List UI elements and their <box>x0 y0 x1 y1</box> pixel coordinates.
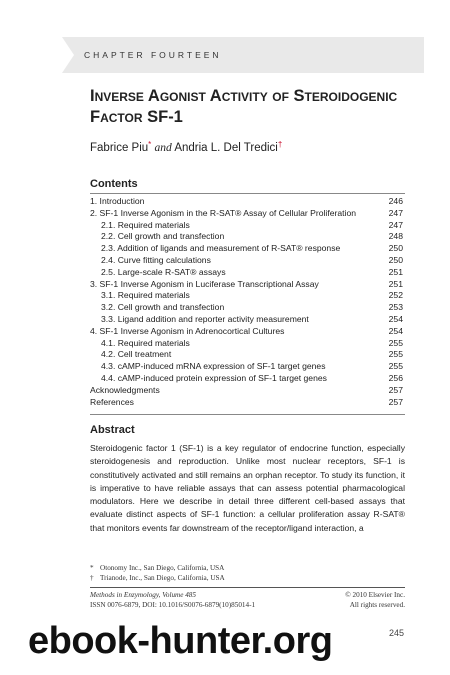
toc-title: 2.1. Required materials <box>101 219 190 230</box>
toc-row <box>90 361 403 373</box>
toc-title: 4.2. Cell treatment <box>101 349 172 360</box>
toc-title: 2. SF-1 Inverse Agonism in the R-SAT® Assay of Cellular Proliferation <box>90 207 357 218</box>
toc-title: 3.1. Required materials <box>101 290 190 301</box>
footnote <box>90 573 405 583</box>
toc-page: 254 <box>388 325 403 336</box>
toc-row <box>90 314 403 326</box>
footer-rule <box>90 587 405 588</box>
toc-title: 4.4. cAMP-induced protein expression of SF-1 target genes <box>101 372 327 383</box>
chapter-title: Inverse Agonist Activity of Steroidogenic Factor SF-1 <box>90 87 398 126</box>
toc-title: 4.1. Required materials <box>101 337 190 348</box>
toc-page: 247 <box>388 219 403 230</box>
author-1-mark: * <box>148 140 152 149</box>
toc-title: 4. SF-1 Inverse Agonism in Adrenocortical Cultures <box>90 325 285 336</box>
toc-page: 251 <box>388 278 403 289</box>
toc-page: 250 <box>388 254 403 265</box>
chapter-arrow-notch <box>62 37 74 73</box>
contents-bottom-rule <box>90 414 405 415</box>
toc-row <box>90 338 403 350</box>
toc-row <box>90 290 403 302</box>
journal-info <box>90 590 405 610</box>
footnote <box>90 563 405 573</box>
toc-page: 254 <box>388 313 403 324</box>
toc-title: 4.3. cAMP-induced mRNA expression of SF-1 target genes <box>101 361 326 372</box>
watermark-text: ebook-hunter.org <box>28 620 333 662</box>
toc-title: 2.4. Curve fitting calculations <box>101 254 211 265</box>
footnote-text: Trianode, Inc., San Diego, California, USA <box>100 574 225 582</box>
journal-series: Methods in Enzymology, Volume 485 <box>90 591 196 599</box>
abstract-text: Steroidogenic factor 1 (SF-1) is a key regulator of endocrine function, especially steroidogenesis and reproduction. Unlike most nuclear receptors, SF-1 is constitutively activated and still remains an orphan receptor. To study its function, it is imperative to have reliable assays that can assess potential pharmacological modulators. Here we describe in detail three different cell-based assays that evaluate distinct aspects of SF-1 function: a cellular proliferation assay R-SAT® that monitors events far downstream of the receptor/ligand interaction, a <box>90 443 405 533</box>
author-2-mark: † <box>277 140 283 149</box>
toc-title: References <box>90 396 134 407</box>
toc-row <box>90 397 403 409</box>
author-conjunction: and <box>154 142 172 154</box>
toc-page: 257 <box>388 396 403 407</box>
toc-row <box>90 385 403 397</box>
toc-row <box>90 373 403 385</box>
toc-row <box>90 196 403 208</box>
toc-page: 250 <box>388 243 403 254</box>
toc-row <box>90 208 403 220</box>
footnote-symbol: * <box>90 564 94 572</box>
toc-row <box>90 267 403 279</box>
toc-title: 3.2. Cell growth and transfection <box>101 302 225 313</box>
footnote-symbol: † <box>90 574 94 582</box>
toc-page: 247 <box>388 207 403 218</box>
toc-title: 2.3. Addition of ligands and measurement of R-SAT® response <box>101 243 341 254</box>
toc-row <box>90 231 403 243</box>
footnote-text: Otonomy Inc., San Diego, California, USA <box>100 564 225 572</box>
toc-row <box>90 349 403 361</box>
abstract-heading: Abstract <box>90 424 135 436</box>
journal-issn-doi: ISSN 0076-6879, DOI: 10.1016/S0076-6879(10)85014-1 <box>90 601 256 609</box>
journal-rights: All rights reserved. <box>349 601 405 609</box>
toc-page: 253 <box>388 302 403 313</box>
page-number: 245 <box>388 628 404 638</box>
journal-copyright: © 2010 Elsevier Inc. <box>345 591 405 599</box>
toc-row <box>90 326 403 338</box>
authors <box>90 140 282 154</box>
toc-page: 256 <box>388 372 403 383</box>
toc-page: 257 <box>388 384 403 395</box>
table-of-contents <box>90 196 403 408</box>
toc-title: 1. Introduction <box>90 196 145 206</box>
toc-row <box>90 279 403 291</box>
author-1: Fabrice Piu <box>90 142 149 154</box>
toc-page: 248 <box>388 231 403 242</box>
toc-page: 255 <box>388 337 403 348</box>
toc-title: 2.5. Large-scale R-SAT® assays <box>101 266 226 277</box>
toc-title: 2.2. Cell growth and transfection <box>101 231 225 242</box>
footnotes <box>90 563 405 583</box>
author-2: Andria L. Del Tredici <box>174 142 278 154</box>
contents-heading: Contents <box>90 178 138 190</box>
toc-row <box>90 243 403 255</box>
toc-row <box>90 255 403 267</box>
toc-title: 3.3. Ligand addition and reporter activity measurement <box>101 313 309 324</box>
toc-page: 246 <box>388 196 403 206</box>
contents-top-rule <box>90 193 405 194</box>
toc-row <box>90 220 403 232</box>
toc-page: 251 <box>388 266 403 277</box>
toc-row <box>90 302 403 314</box>
toc-page: 252 <box>388 290 403 301</box>
toc-page: 255 <box>388 361 403 372</box>
toc-title: 3. SF-1 Inverse Agonism in Luciferase Transcriptional Assay <box>90 278 319 289</box>
chapter-label: CHAPTER FOURTEEN <box>84 50 222 60</box>
toc-title: Acknowledgments <box>90 384 160 395</box>
toc-page: 255 <box>388 349 403 360</box>
